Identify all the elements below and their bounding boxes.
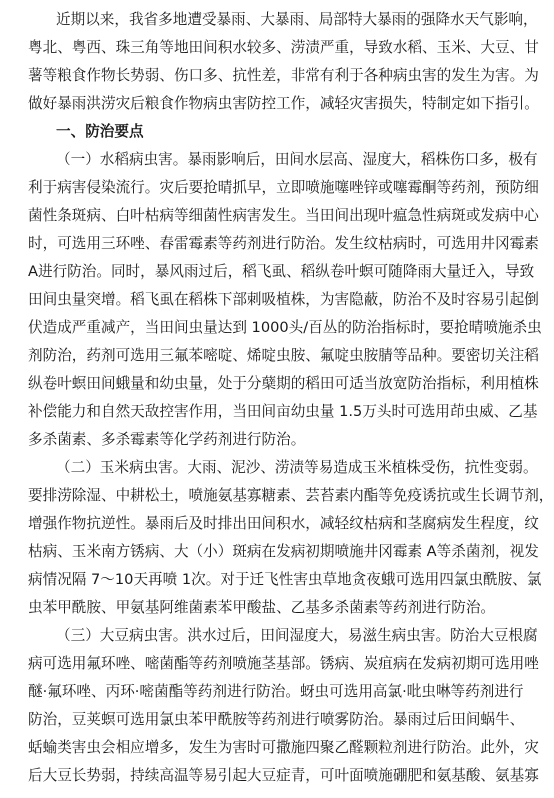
section-heading: 一、防治要点: [56, 123, 144, 140]
paragraph-line: 后大豆长势弱，持续高温等易引起大豆症青，可叶面喷施硼肥和氨基酸、氨基寡: [28, 767, 539, 784]
paragraph-line: 醚·氟环唑、丙环·嘧菌酯等药剂进行防治。蚜虫可选用高氯·吡虫啉等药剂进行: [28, 683, 524, 700]
paragraph-line: 病情况隔 7～10天再喷 1次。对于迁飞性害虫草地贪夜蛾可选用四氯虫酰胺、氯: [28, 571, 542, 588]
paragraph-line: 蛞蝓类害虫会相应增多，发生为害时可撒施四聚乙醛颗粒剂进行防治。此外，灾: [28, 739, 539, 756]
paragraph-line: 伏造成严重减产，当田间虫量达到 1000头/百丛的防治指标时，要抢晴喷施杀虫: [28, 319, 542, 336]
paragraph-line: 粤北、粤西、珠三角等地田间积水较多、涝渍严重，导致水稻、玉米、大豆、甘: [28, 39, 539, 56]
paragraph-line: 增强作物抗逆性。暴雨后及时排出田间积水，减轻纹枯病和茎腐病发生程度，纹: [28, 515, 539, 532]
paragraph-line: A进行防治。同时，暴风雨过后，稻飞虱、稻纵卷叶螟可随降雨大量迁入，导致: [28, 263, 535, 280]
paragraph-line: 做好暴雨洪涝灾后粮食作物病虫害防控工作，减轻灾害损失，特制定如下指引。: [28, 95, 539, 112]
paragraph-line: 田间虫量突增。稻飞虱在稻株下部刺吸植株，为害隐蔽，防治不及时容易引起倒: [28, 291, 539, 308]
paragraph-line: 近期以来，我省多地遭受暴雨、大暴雨、局部特大暴雨的强降水天气影响，: [56, 11, 538, 28]
paragraph-line: 剂防治，药剂可选用三氟苯嘧啶、烯啶虫胺、氟啶虫胺腈等品种。要密切关注稻: [28, 347, 539, 364]
paragraph-line: 虫苯甲酰胺、甲氨基阿维菌素苯甲酸盐、乙基多杀菌素等药剂进行防治。: [28, 599, 496, 616]
paragraph-line: 要排涝除湿、中耕松土，喷施氨基寡糖素、芸苔素内酯等免疫诱抗或生长调节剂，: [28, 487, 554, 504]
paragraph-line: 纵卷叶螟田间蛾量和幼虫量，处于分蘖期的稻田可适当放宽防治指标，利用植株: [28, 375, 539, 392]
paragraph-line: 枯病、玉米南方锈病、大（小）斑病在发病初期喷施井冈霉素 A等杀菌剂，视发: [28, 543, 539, 560]
paragraph-line: （二）玉米病虫害。大雨、泥沙、涝渍等易造成玉米植株受伤，抗性变弱。: [56, 459, 538, 476]
paragraph-line: 薯等粮食作物长势弱、伤口多、抗性差，非常有利于各种病虫害的发生为害。为: [28, 67, 539, 84]
paragraph-line: 时，可选用三环唑、春雷霉素等药剂进行防治。发生纹枯病时，可选用井冈霉素: [28, 235, 539, 252]
paragraph-line: （一）水稻病虫害。暴雨影响后，田间水层高、湿度大，稻株伤口多，极有: [56, 151, 538, 168]
paragraph-line: 病可选用氟环唑、嘧菌酯等药剂喷施茎基部。锈病、炭疽病在发病初期可选用唑: [28, 655, 539, 672]
paragraph-line: 多杀菌素、多杀霉素等化学药剂进行防治。: [28, 431, 306, 448]
paragraph-line: 补偿能力和自然天敌控害作用，当田间亩幼虫量 1.5万头时可选用茚虫威、乙基: [28, 403, 538, 420]
paragraph-line: 防治，豆荚螟可选用氯虫苯甲酰胺等药剂进行喷雾防治。暴雨过后田间蜗牛、: [28, 711, 525, 728]
paragraph-line: （三）大豆病虫害。洪水过后，田间湿度大，易滋生病虫害。防治大豆根腐: [56, 627, 538, 644]
paragraph-line: 菌性条斑病、白叶枯病等细菌性病害发生。当田间出现叶瘟急性病斑或发病中心: [28, 207, 539, 224]
paragraph-line: 利于病害侵染流行。灾后要抢晴抓早，立即喷施噻唑锌或噻霉酮等药剂，预防细: [28, 179, 539, 196]
